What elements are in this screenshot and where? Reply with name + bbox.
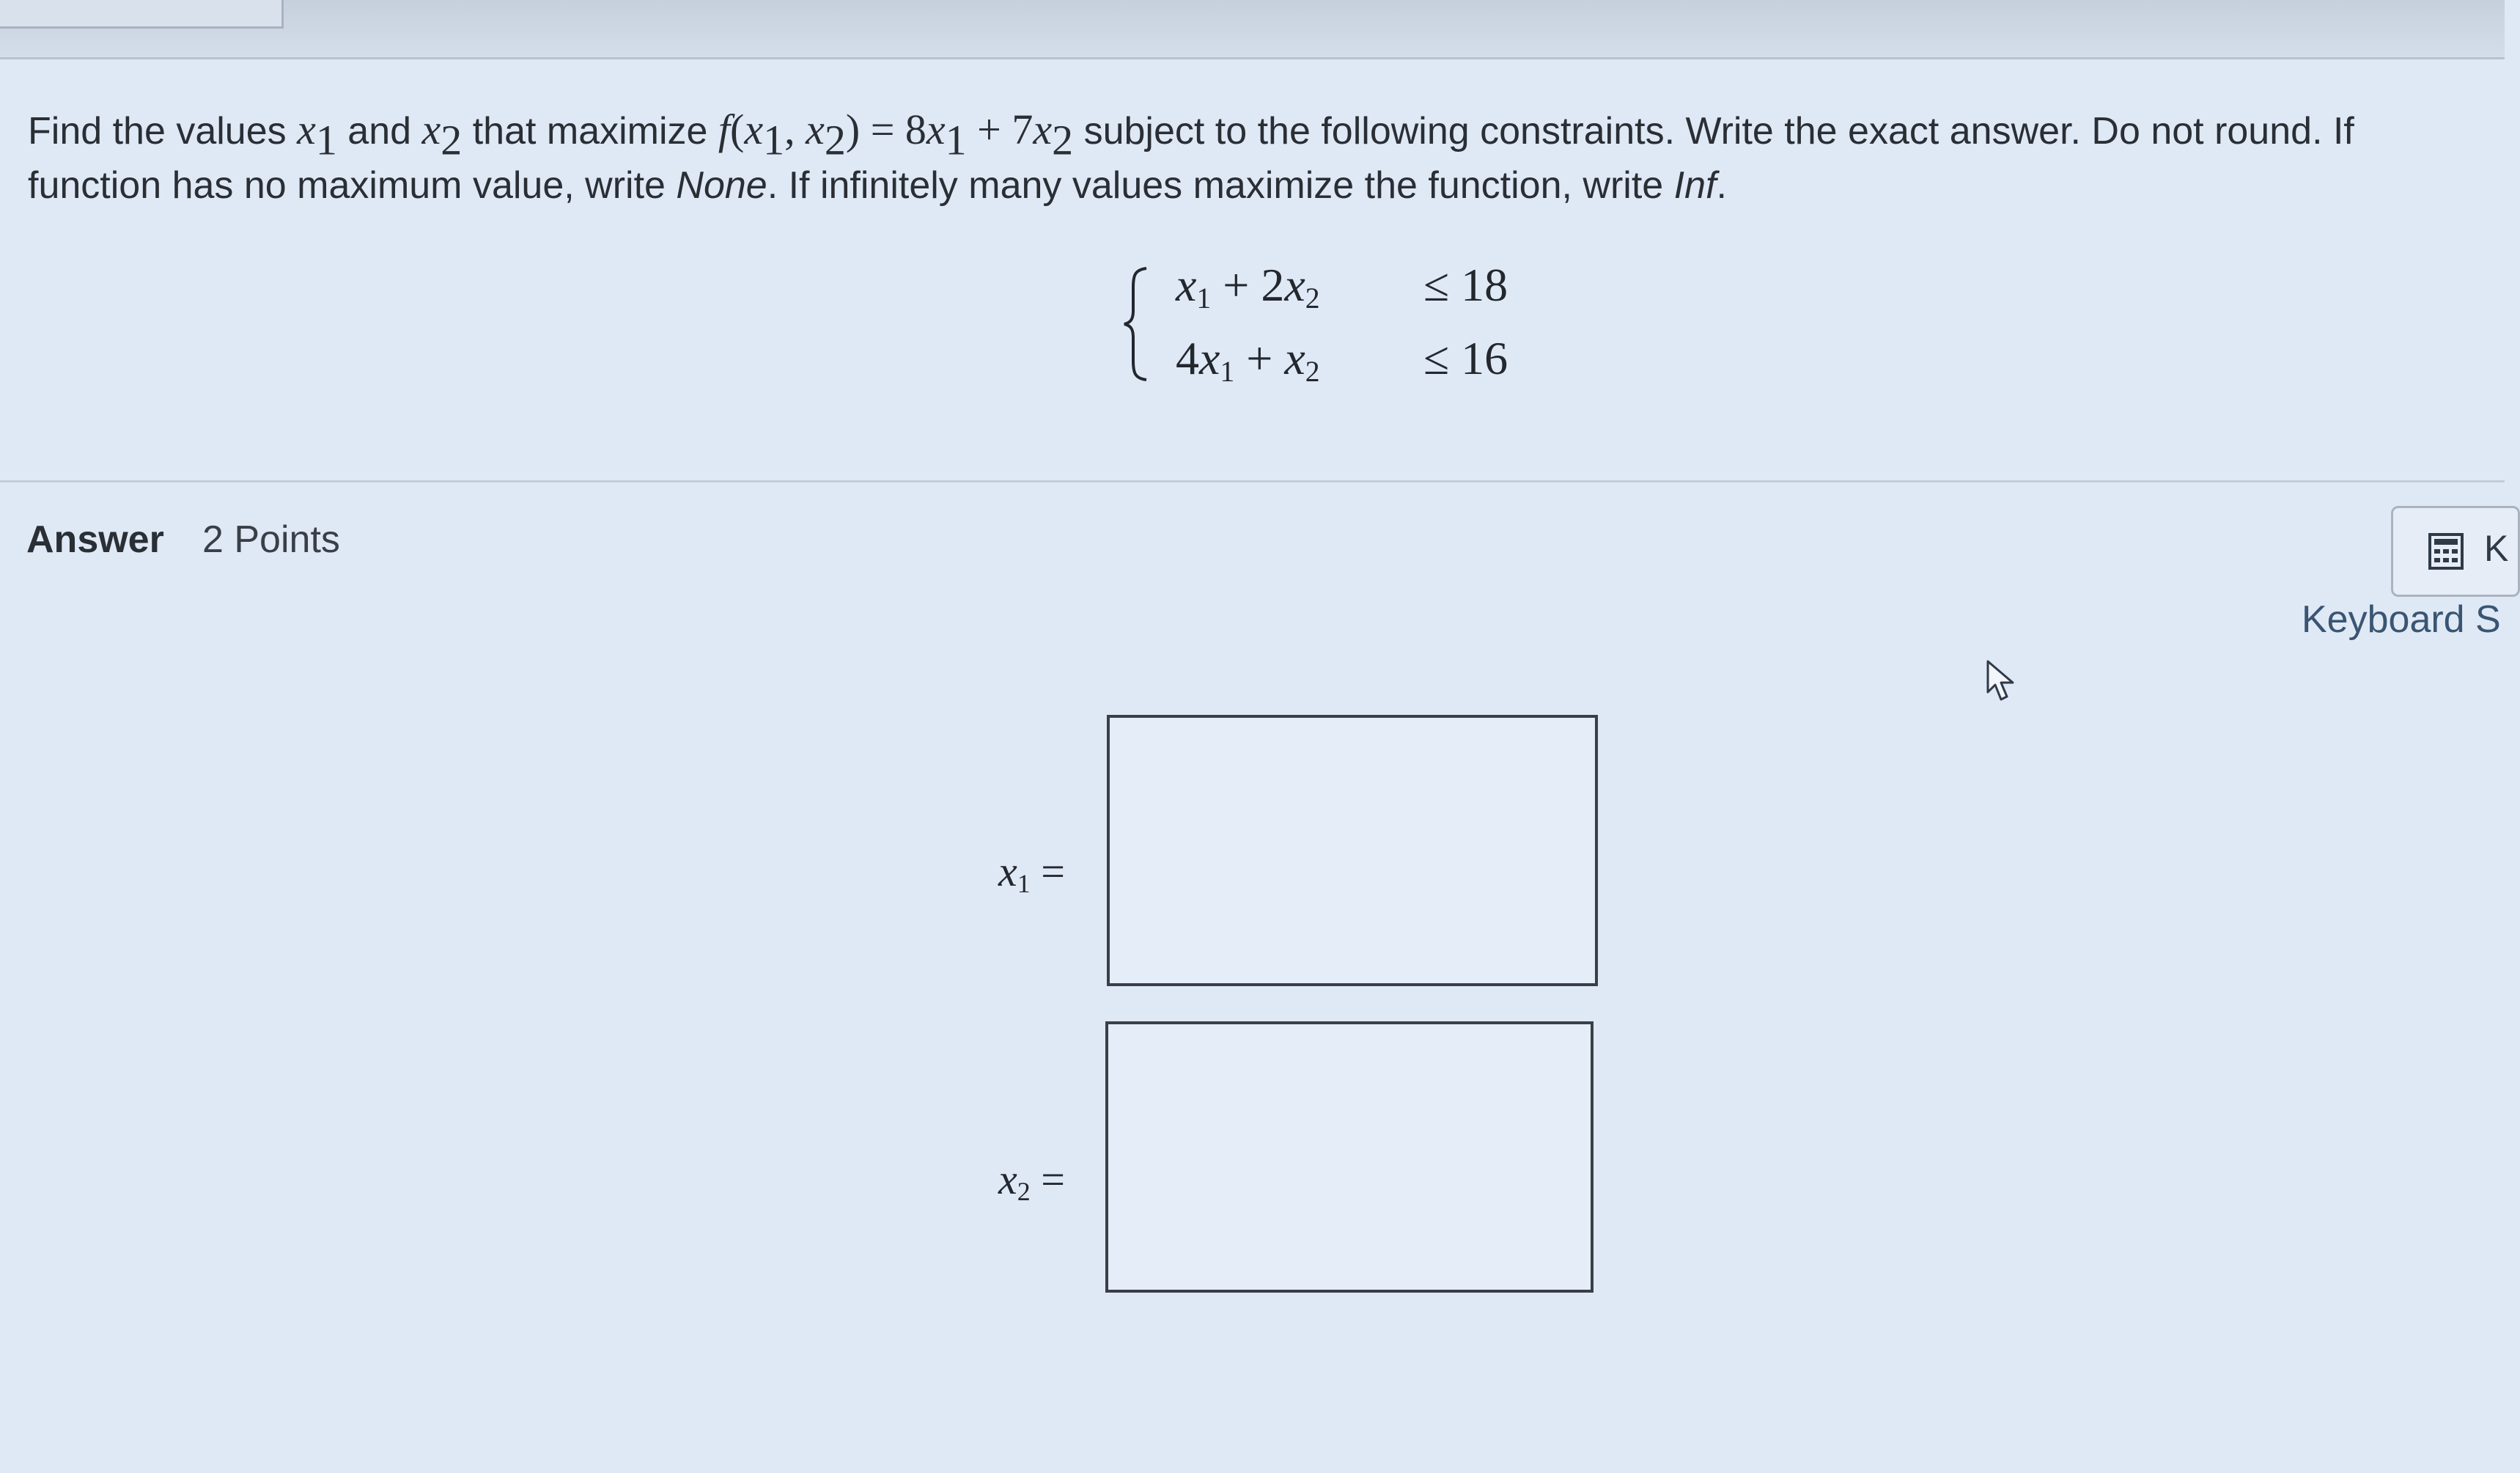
top-bar (0, 0, 2505, 59)
constraint-2-lhs: $4x_1 + x_2$ (1176, 332, 1320, 388)
question-line-1: Find the values $x_1$ and $x_2$ that maximize $f(x_1$, $x_2) = 8x_1 + 7x_2$ subject to the following constraints. Write the exact answer. Do not round. If (28, 106, 2354, 164)
x2-answer-field[interactable] (1105, 1021, 1594, 1293)
keyboard-shortcuts-link[interactable]: Keyboard S (2302, 598, 2501, 641)
mouse-cursor-icon (1985, 658, 2017, 704)
x1-answer-field[interactable] (1107, 715, 1598, 986)
section-divider (0, 480, 2505, 482)
points-label: 2 Points (202, 518, 340, 561)
question-text (28, 103, 2505, 213)
x2-label: $x_2$ = (998, 1156, 1065, 1206)
left-brace-icon (1121, 265, 1151, 383)
question-line-2: function has no maximum value, write None. If infinitely many values maximize the function, write Inf. (28, 164, 1727, 207)
top-tab[interactable] (0, 0, 284, 29)
calculator-icon (2428, 533, 2464, 570)
answer-label: Answer (26, 518, 164, 561)
keyboard-button-label: K (2484, 528, 2509, 569)
constraint-1-lhs: $x_1 + 2x_2$ (1176, 259, 1320, 315)
x1-label: $x_1$ = (998, 848, 1065, 898)
constraint-2-relation: ≤ 16 (1423, 332, 1508, 384)
keyboard-shortcuts-button[interactable] (2391, 506, 2520, 597)
constraint-1-relation: ≤ 18 (1423, 259, 1508, 311)
